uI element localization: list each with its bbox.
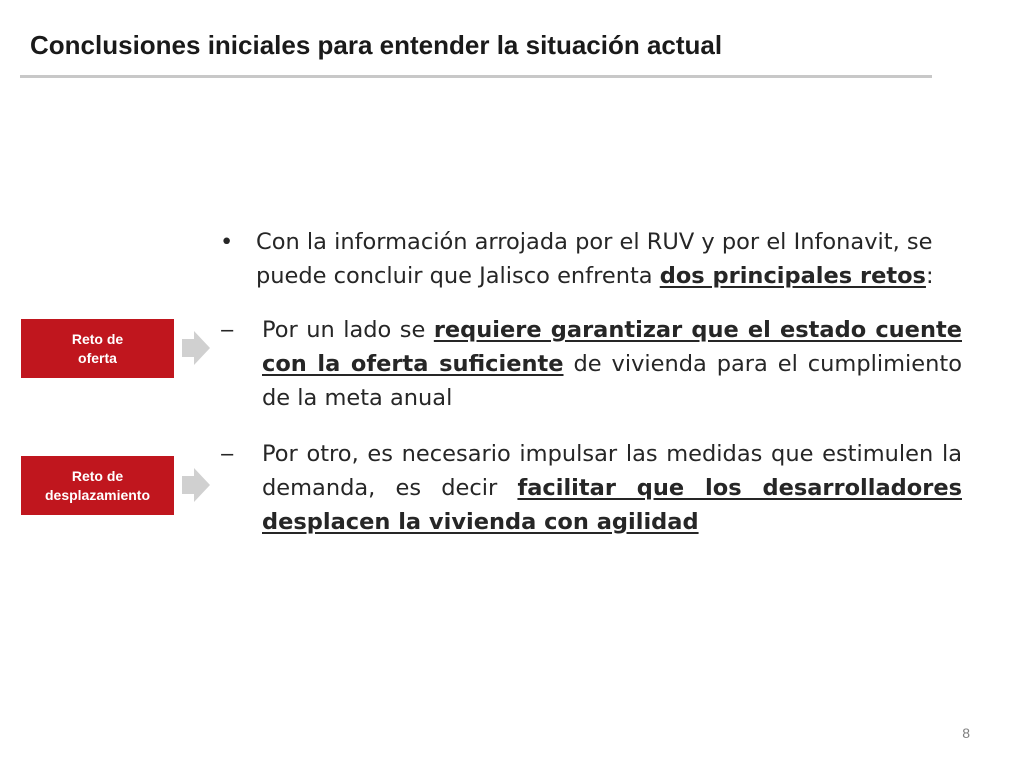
point2-emphasis: facilitar que los desarrolladores desplacen la vivienda con agilidad bbox=[262, 475, 962, 535]
point-oferta bbox=[220, 313, 962, 415]
intro-text-end: : bbox=[925, 263, 934, 289]
point2-text: Por otro, es necesario impulsar las medidas que estimulen la demanda, es decir bbox=[262, 441, 962, 501]
point1-text: Por un lado se bbox=[262, 317, 434, 343]
title-divider bbox=[20, 75, 932, 78]
reto-oferta-label bbox=[21, 319, 174, 378]
point1-text-end: de vivienda para el cumplimiento de la meta anual bbox=[262, 351, 962, 411]
reto-desplazamiento-line2: desplazamiento bbox=[44, 486, 151, 503]
reto-oferta-line1: Reto de bbox=[71, 330, 124, 347]
arrow-right-icon bbox=[182, 331, 210, 365]
dash-icon: ‒ bbox=[220, 317, 235, 343]
reto-desplazamiento-label bbox=[21, 456, 174, 515]
point-desplazamiento bbox=[220, 437, 962, 539]
slide-title: Conclusiones iniciales para entender la situación actual bbox=[30, 30, 723, 60]
reto-oferta-line2: oferta bbox=[78, 349, 117, 366]
intro-text: Con la información arrojada por el RUV y por el Infonavit, se puede concluir que Jalisco enfrenta bbox=[256, 229, 933, 289]
reto-desplazamiento-line1: Reto de bbox=[71, 467, 124, 484]
dash-icon: ‒ bbox=[220, 441, 235, 467]
page-number: 8 bbox=[962, 725, 970, 741]
point1-emphasis: requiere garantizar que el estado cuente con la oferta suficiente bbox=[262, 317, 962, 377]
slide-body bbox=[220, 225, 962, 539]
intro-bullet bbox=[220, 225, 962, 293]
arrow-right-icon bbox=[182, 468, 210, 502]
bullet-icon: • bbox=[220, 229, 234, 255]
intro-emphasis: dos principales retos bbox=[659, 263, 926, 289]
